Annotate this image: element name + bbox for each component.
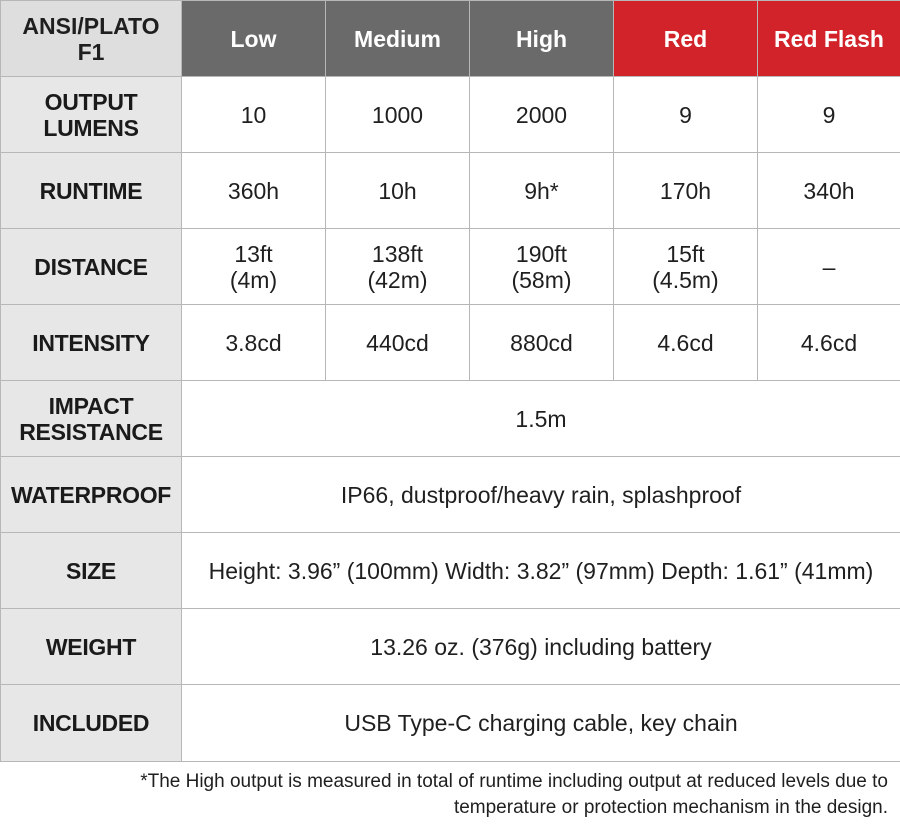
corner-header bbox=[1, 1, 182, 77]
distance-row bbox=[1, 229, 900, 305]
distance-high bbox=[470, 229, 614, 305]
intensity-high: 880cd bbox=[470, 305, 614, 381]
output-red-flash: 9 bbox=[758, 77, 900, 153]
weight-row bbox=[1, 609, 900, 685]
weight-value: 13.26 oz. (376g) including battery bbox=[182, 609, 900, 685]
size-label: SIZE bbox=[1, 533, 182, 609]
output-label bbox=[1, 77, 182, 153]
included-row bbox=[1, 685, 900, 762]
runtime-medium: 10h bbox=[326, 153, 470, 229]
output-row bbox=[1, 77, 900, 153]
waterproof-label: WATERPROOF bbox=[1, 457, 182, 533]
included-label: INCLUDED bbox=[1, 685, 182, 762]
output-label-text: OUTPUT LUMENS bbox=[43, 88, 139, 141]
impact-label bbox=[1, 381, 182, 457]
distance-medium bbox=[326, 229, 470, 305]
output-medium: 1000 bbox=[326, 77, 470, 153]
runtime-red-flash: 340h bbox=[758, 153, 900, 229]
distance-high-ft: 190ft bbox=[515, 240, 568, 267]
distance-low bbox=[182, 229, 326, 305]
distance-high-m: (58m) bbox=[511, 266, 572, 293]
intensity-medium: 440cd bbox=[326, 305, 470, 381]
output-low: 10 bbox=[182, 77, 326, 153]
impact-value: 1.5m bbox=[182, 381, 900, 457]
header-medium: Medium bbox=[326, 1, 470, 77]
distance-medium-ft: 138ft bbox=[371, 240, 424, 267]
header-red-flash: Red Flash bbox=[758, 1, 900, 77]
size-row bbox=[1, 533, 900, 609]
distance-red bbox=[614, 229, 758, 305]
footnote-line-1: *The High output is measured in total of runtime including output at reduced levels due to bbox=[140, 771, 888, 792]
intensity-label: INTENSITY bbox=[1, 305, 182, 381]
distance-label: DISTANCE bbox=[1, 229, 182, 305]
footnote-line-2: temperature or protection mechanism in the design. bbox=[453, 797, 888, 818]
distance-low-ft: 13ft bbox=[234, 240, 273, 267]
intensity-low: 3.8cd bbox=[182, 305, 326, 381]
distance-red-flash: – bbox=[758, 229, 900, 305]
header-row bbox=[1, 1, 900, 77]
distance-red-ft: 15ft bbox=[666, 240, 705, 267]
corner-label: ANSI/PLATO F1 bbox=[22, 12, 160, 65]
runtime-low: 360h bbox=[182, 153, 326, 229]
distance-red-m: (4.5m) bbox=[652, 266, 719, 293]
distance-low-m: (4m) bbox=[229, 266, 278, 293]
included-value: USB Type-C charging cable, key chain bbox=[182, 685, 900, 762]
weight-label: WEIGHT bbox=[1, 609, 182, 685]
output-high: 2000 bbox=[470, 77, 614, 153]
header-high: High bbox=[470, 1, 614, 77]
intensity-red-flash: 4.6cd bbox=[758, 305, 900, 381]
intensity-red: 4.6cd bbox=[614, 305, 758, 381]
intensity-row bbox=[1, 305, 900, 381]
distance-medium-m: (42m) bbox=[367, 266, 428, 293]
runtime-red: 170h bbox=[614, 153, 758, 229]
impact-row bbox=[1, 381, 900, 457]
header-red: Red bbox=[614, 1, 758, 77]
header-low: Low bbox=[182, 1, 326, 77]
waterproof-value: IP66, dustproof/heavy rain, splashproof bbox=[182, 457, 900, 533]
runtime-high: 9h* bbox=[470, 153, 614, 229]
footnote bbox=[68, 769, 888, 821]
runtime-row bbox=[1, 153, 900, 229]
runtime-label: RUNTIME bbox=[1, 153, 182, 229]
size-value: Height: 3.96” (100mm) Width: 3.82” (97mm) Depth: 1.61” (41mm) bbox=[182, 533, 900, 609]
waterproof-row bbox=[1, 457, 900, 533]
output-red: 9 bbox=[614, 77, 758, 153]
impact-label-text: IMPACT RESISTANCE bbox=[19, 392, 163, 445]
